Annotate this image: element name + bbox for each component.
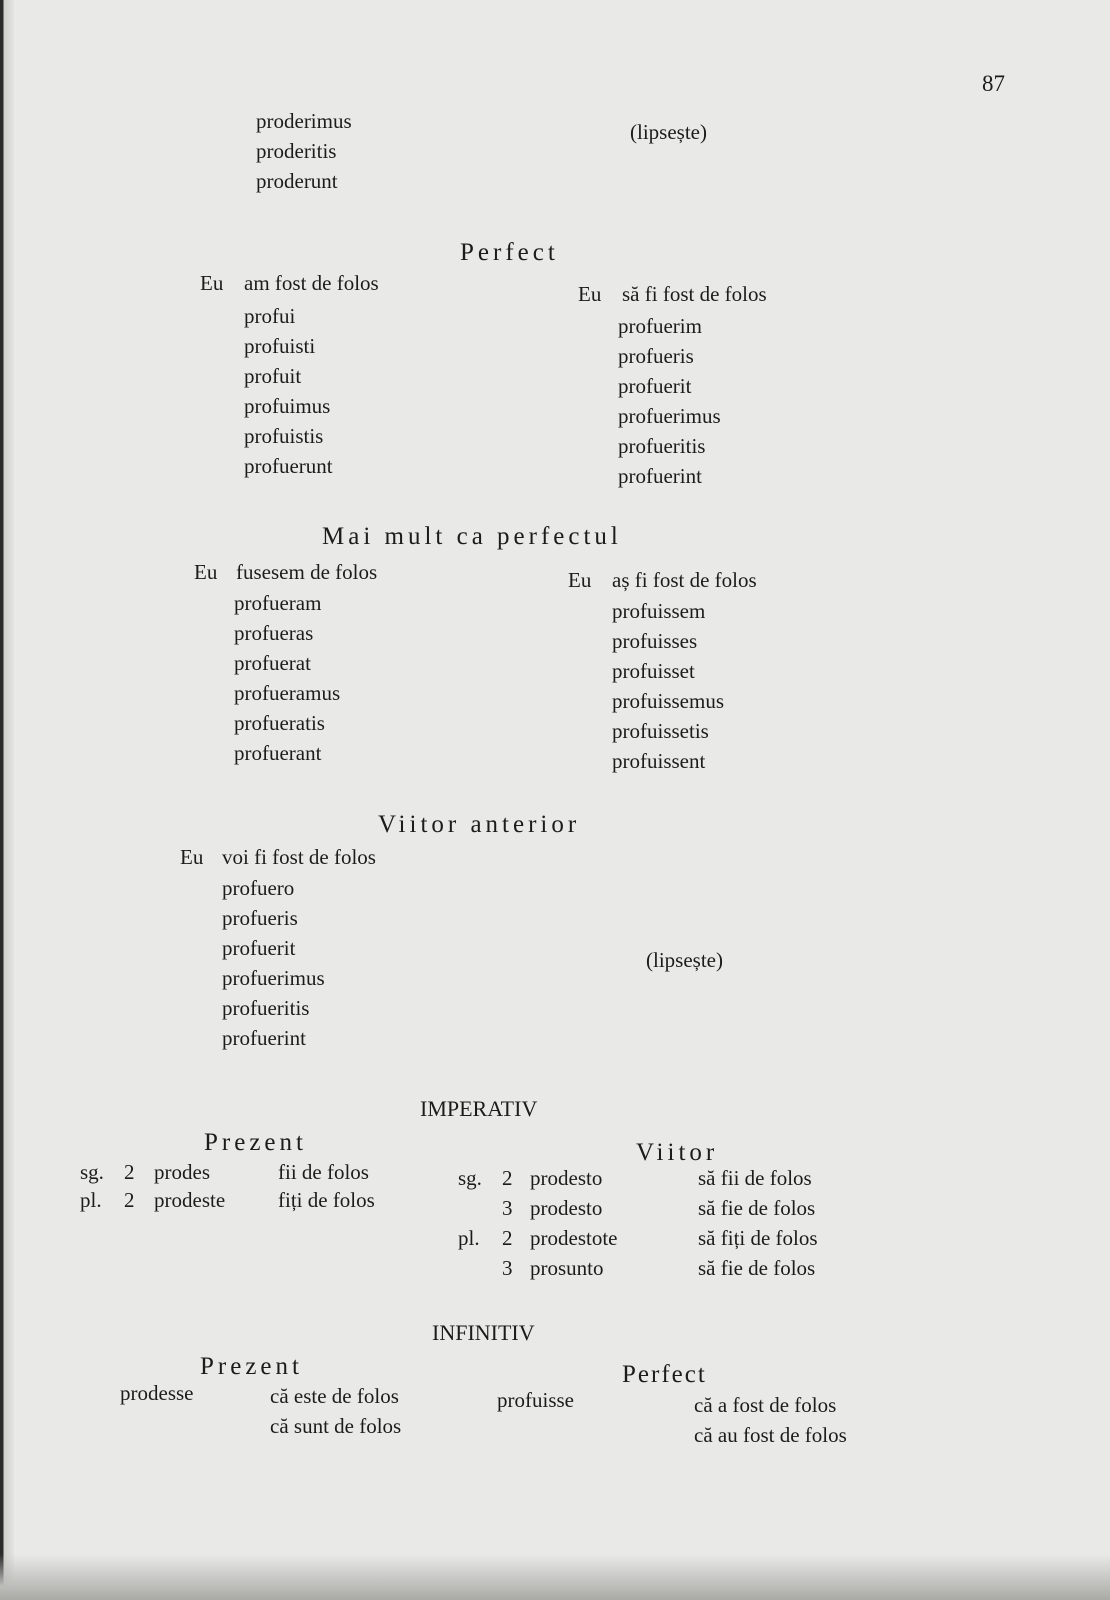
translation: aș fi fost de folos bbox=[612, 568, 757, 592]
person: 2 bbox=[502, 1226, 513, 1250]
translation: am fost de folos bbox=[244, 271, 379, 295]
form: prosunto bbox=[530, 1256, 604, 1280]
future-perfect-forms bbox=[222, 873, 325, 1053]
form: profueris bbox=[618, 344, 694, 368]
infinitive-heading: INFINITIV bbox=[432, 1320, 535, 1345]
infinitive-form: profuisse bbox=[497, 1388, 574, 1412]
number-label: pl. bbox=[458, 1226, 480, 1250]
form: profuissemus bbox=[612, 689, 724, 713]
infinitive-present-heading: Prezent bbox=[200, 1353, 303, 1380]
infinitive-form: prodesse bbox=[120, 1381, 194, 1405]
person: 2 bbox=[124, 1160, 135, 1184]
translation: fii de folos bbox=[278, 1160, 369, 1184]
translation: că este de folos bbox=[270, 1384, 399, 1408]
form: profuerint bbox=[618, 464, 702, 488]
form: profuisset bbox=[612, 659, 695, 683]
translation: să fi fost de folos bbox=[622, 282, 767, 306]
form: profueris bbox=[222, 906, 298, 930]
form: profuissent bbox=[612, 749, 706, 773]
book-spine bbox=[0, 0, 14, 1600]
form: profuisti bbox=[244, 334, 316, 358]
translation: să fiți de folos bbox=[698, 1226, 818, 1250]
number-label: pl. bbox=[80, 1188, 102, 1212]
person: 3 bbox=[502, 1196, 513, 1220]
pronoun: Eu bbox=[180, 845, 204, 869]
pronoun: Eu bbox=[200, 271, 224, 295]
form: prodes bbox=[154, 1160, 210, 1184]
section-heading-future-perfect: Viitor anterior bbox=[378, 811, 581, 838]
form: profui bbox=[244, 304, 296, 328]
imperative-present-heading: Prezent bbox=[204, 1129, 307, 1156]
form: profueritis bbox=[618, 434, 706, 458]
perfect-indicative-forms bbox=[244, 301, 333, 481]
number-label: sg. bbox=[458, 1166, 482, 1190]
form: profuissetis bbox=[612, 719, 709, 743]
infinitive-perfect-translations bbox=[694, 1390, 847, 1450]
pronoun: Eu bbox=[578, 282, 602, 306]
form: profuerit bbox=[222, 936, 296, 960]
form: profueritis bbox=[222, 996, 310, 1020]
form: profueras bbox=[234, 621, 314, 645]
page-bottom-shadow bbox=[0, 1554, 1110, 1600]
form: profuit bbox=[244, 364, 302, 388]
form: prodeste bbox=[154, 1188, 226, 1212]
form: profuerunt bbox=[244, 454, 333, 478]
infinitive-present-translations bbox=[270, 1381, 401, 1441]
form: profuerim bbox=[618, 314, 702, 338]
form: profuero bbox=[222, 876, 295, 900]
translation: să fii de folos bbox=[698, 1166, 812, 1190]
translation: voi fi fost de folos bbox=[222, 845, 376, 869]
form: profueramus bbox=[234, 681, 341, 705]
form: profueram bbox=[234, 591, 322, 615]
form: proderunt bbox=[256, 169, 338, 193]
form: profuerant bbox=[234, 741, 322, 765]
translation: că sunt de folos bbox=[270, 1414, 402, 1438]
pronoun: Eu bbox=[568, 568, 592, 592]
person: 2 bbox=[502, 1166, 513, 1190]
pluperfect-subjunctive-forms bbox=[612, 596, 724, 776]
person: 2 bbox=[124, 1188, 135, 1212]
pronoun: Eu bbox=[194, 560, 218, 584]
missing-note: (lipsește) bbox=[646, 948, 723, 972]
form: proderimus bbox=[256, 109, 352, 133]
form: profuerimus bbox=[618, 404, 721, 428]
infinitive-perfect-heading: Perfect bbox=[622, 1361, 707, 1388]
translation: să fie de folos bbox=[698, 1196, 816, 1220]
translation: să fie de folos bbox=[698, 1256, 816, 1280]
form: profueratis bbox=[234, 711, 325, 735]
pluperfect-indicative-forms bbox=[234, 588, 340, 768]
person: 3 bbox=[502, 1256, 513, 1280]
form: profuerimus bbox=[222, 966, 325, 990]
translation: că au fost de folos bbox=[694, 1423, 847, 1447]
form: profuerint bbox=[222, 1026, 306, 1050]
form: prodesto bbox=[530, 1166, 603, 1190]
form: profuerit bbox=[618, 374, 692, 398]
translation: fiți de folos bbox=[278, 1188, 375, 1212]
number-label: sg. bbox=[80, 1160, 104, 1184]
form: profuerat bbox=[234, 651, 311, 675]
imperative-heading: IMPERATIV bbox=[420, 1096, 538, 1121]
top-forms bbox=[256, 106, 352, 196]
page-number: 87 bbox=[982, 71, 1005, 96]
form: proderitis bbox=[256, 139, 337, 163]
section-heading-pluperfect: Mai mult ca perfectul bbox=[322, 523, 622, 550]
perfect-subjunctive-forms bbox=[618, 311, 721, 491]
section-heading-perfect: Perfect bbox=[460, 239, 559, 266]
missing-note: (lipsește) bbox=[630, 120, 707, 144]
form: profuissem bbox=[612, 599, 706, 623]
translation: fusesem de folos bbox=[236, 560, 378, 584]
form: profuimus bbox=[244, 394, 331, 418]
translation: că a fost de folos bbox=[694, 1393, 837, 1417]
imperative-future-heading: Viitor bbox=[636, 1139, 719, 1166]
form: profuisses bbox=[612, 629, 698, 653]
form: profuistis bbox=[244, 424, 324, 448]
form: prodesto bbox=[530, 1196, 603, 1220]
form: prodestote bbox=[530, 1226, 618, 1250]
